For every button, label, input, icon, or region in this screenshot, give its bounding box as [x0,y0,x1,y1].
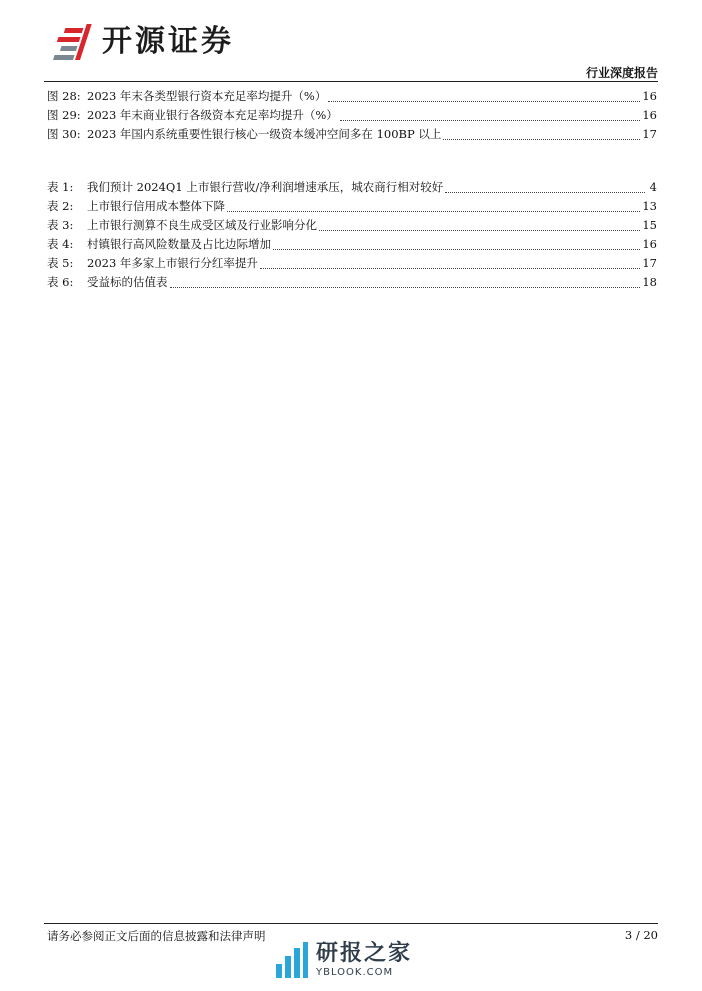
header-divider [44,81,658,82]
toc-entry-title: 村镇银行高风险数量及占比边际增加 [87,237,271,251]
footer-divider [44,923,658,924]
toc-entry-table-6[interactable] [47,273,657,292]
toc-leader-dots [273,248,640,250]
watermark-name-en: YBLOOK.COM [316,967,394,978]
brand-logo-icon [52,20,96,64]
toc-entry-page: 16 [642,237,657,251]
disclaimer-note: 请务必参阅正文后面的信息披露和法律声明 [47,929,266,943]
toc-leader-dots [443,138,640,140]
toc-entry-label: 图 30: [47,127,81,141]
toc-entry-title: 我们预计 2024Q1 上市银行营收/净利润增速承压，城农商行相对较好 [87,180,444,194]
toc-entry-figure-30[interactable] [47,125,657,144]
toc-entry-title: 上市银行测算不良生成受区域及行业影响分化 [87,218,317,232]
toc-entry-title: 上市银行信用成本整体下降 [87,199,225,213]
toc-leader-dots [445,191,645,193]
toc-leader-dots [328,100,640,102]
toc-leader-dots [340,119,641,121]
toc-entry-label: 表 4: [47,237,74,251]
table-list [47,178,657,292]
toc-leader-dots [260,267,640,269]
toc-entry-page: 16 [642,108,657,122]
toc-entry-title: 2023 年国内系统重要性银行核心一级资本缓冲空间多在 100BP 以上 [87,127,442,141]
toc-entry-page: 16 [642,89,657,103]
toc-entry-table-5[interactable] [47,254,657,273]
brand-name: 开源证券 [102,24,234,59]
toc-leader-dots [227,210,640,212]
toc-entry-label: 表 6: [47,275,74,289]
toc-entry-table-2[interactable] [47,197,657,216]
brand-logo [52,20,234,64]
toc-entry-label: 图 29: [47,108,81,122]
watermark [274,940,412,980]
toc-entry-label: 图 28: [47,89,81,103]
toc-entry-title: 2023 年末各类型银行资本充足率均提升（%） [87,89,327,103]
toc-entry-title: 2023 年末商业银行各级资本充足率均提升（%） [87,108,338,122]
toc-entry-title: 2023 年多家上市银行分红率提升 [87,256,258,270]
toc-entry-page: 17 [642,256,657,270]
toc-entry-page: 13 [642,199,657,213]
report-type-label: 行业深度报告 [585,66,658,80]
toc-entry-figure-28[interactable] [47,87,657,106]
watermark-name-cn: 研报之家 [316,941,413,966]
toc-leader-dots [319,229,640,231]
toc-entry-label: 表 2: [47,199,74,213]
toc-leader-dots [170,286,641,288]
page-number: 3 / 20 [624,928,658,942]
bar-chart-icon [274,940,310,980]
toc-entry-title: 受益标的估值表 [87,275,168,289]
toc-entry-table-1[interactable] [47,178,657,197]
toc-entry-page: 15 [642,218,657,232]
toc-entry-label: 表 5: [47,256,74,270]
toc-entry-page: 4 [649,180,657,194]
toc-entry-figure-29[interactable] [47,106,657,125]
figure-list [47,87,657,144]
toc-entry-label: 表 1: [47,180,74,194]
toc-entry-table-4[interactable] [47,235,657,254]
toc-entry-table-3[interactable] [47,216,657,235]
toc-entry-page: 18 [642,275,657,289]
toc-entry-page: 17 [642,127,657,141]
toc-entry-label: 表 3: [47,218,74,232]
